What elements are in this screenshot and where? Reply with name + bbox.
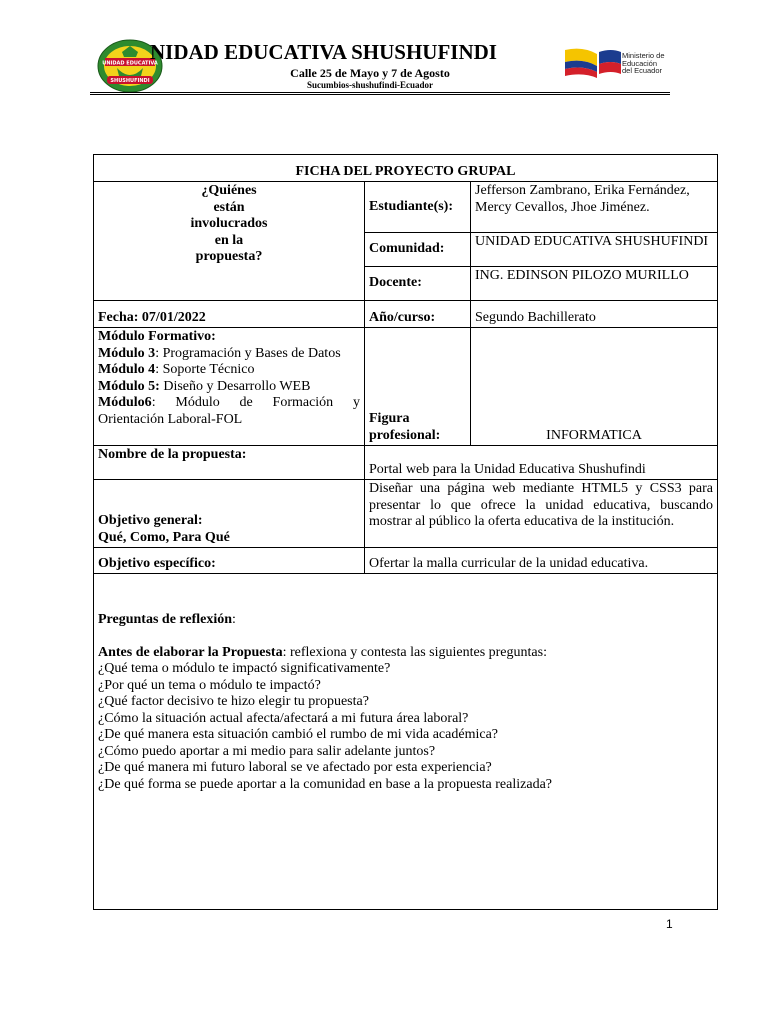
- year-value: Segundo Bachillerato: [471, 301, 718, 328]
- reflection-heading: Preguntas de reflexión: [98, 612, 233, 627]
- reflection-question: ¿De qué forma se puede aportar a la comunidad en base a la propuesta realizada?: [98, 776, 552, 792]
- profile-label: Figura profesional:: [365, 328, 471, 446]
- who-line: están: [213, 199, 245, 215]
- module-item: [98, 395, 360, 428]
- ministry-flag-logo: [563, 44, 623, 82]
- school-subaddress: Sucumbios-shushufindi-Ecuador: [306, 80, 434, 90]
- ministry-line: Ministerio de: [622, 51, 665, 60]
- project-form-table: [93, 154, 718, 910]
- reflection-question: ¿Por qué un tema o módulo te impactó?: [98, 677, 321, 693]
- modules-cell: [94, 328, 365, 446]
- community-value: UNIDAD EDUCATIVA SHUSHUFINDI: [471, 233, 718, 267]
- students-label: Estudiante(s):: [365, 182, 471, 233]
- ministry-name: [622, 52, 682, 75]
- general-objective-line: Objetivo general:: [98, 513, 203, 528]
- reflection-colon: :: [232, 612, 236, 627]
- module-item: [98, 346, 360, 363]
- proposal-label: Nombre de la propuesta:: [94, 446, 365, 480]
- module-text: Diseño y Desarrollo WEB: [159, 378, 311, 394]
- modules-heading: Módulo Formativo:: [98, 329, 216, 344]
- students-value: Jefferson Zambrano, Erika Fernández, Mercy Cevallos, Jhoe Jiménez.: [471, 182, 718, 233]
- module-text: : Programación y Bases de Datos: [155, 345, 341, 361]
- form-title: FICHA DEL PROYECTO GRUPAL: [94, 155, 718, 182]
- ministry-line: del Ecuador: [622, 66, 663, 75]
- reflection-question: ¿De qué manera esta situación cambió el rumbo de mi vida académica?: [98, 727, 498, 742]
- module-label: Módulo 5:: [98, 378, 160, 394]
- year-label: Año/curso:: [365, 301, 471, 328]
- header-divider: [90, 92, 670, 95]
- school-address: Calle 25 de Mayo y 7 de Agosto: [290, 66, 450, 80]
- general-objective-label: [94, 480, 365, 548]
- reflection-question: ¿Cómo puedo aportar a mi medio para salir adelante juntos?: [98, 743, 436, 759]
- who-line: en la: [214, 232, 244, 248]
- specific-objective-value: Ofertar la malla curricular de la unidad educativa.: [365, 548, 718, 574]
- module-item: [98, 379, 360, 396]
- module-item: [98, 362, 360, 379]
- general-objective-line: Qué, Como, Para Qué: [98, 529, 230, 545]
- module-text: : Módulo de Formación y Orientación Laboral-FOL: [98, 395, 360, 427]
- module-label: Módulo 4: [98, 362, 156, 377]
- teacher-value: ING. EDINSON PILOZO MURILLO: [471, 267, 718, 301]
- community-label: Comunidad:: [365, 233, 471, 267]
- date-field: Fecha: 07/01/2022: [94, 301, 365, 328]
- module-label: Módulo 3: [98, 345, 156, 361]
- reflection-question: ¿Qué tema o módulo te impactó significativamente?: [98, 661, 391, 676]
- profile-value: INFORMATICA: [471, 328, 718, 446]
- logo-text-bottom: SHUSHUFINDI: [110, 78, 150, 84]
- before-label: Antes de elaborar la Propuesta: [98, 644, 283, 660]
- page-number: 1: [666, 917, 673, 931]
- logo-text-top: UNIDAD EDUCATIVA: [102, 60, 158, 67]
- who-line: propuesta?: [195, 249, 263, 264]
- reflection-question: ¿Qué factor decisivo te hizo elegir tu propuesta?: [98, 694, 369, 709]
- teacher-label: Docente:: [365, 267, 471, 301]
- module-label: Módulo6: [98, 395, 152, 410]
- before-text: : reflexiona y contesta las siguientes preguntas:: [282, 644, 547, 660]
- proposal-value: Portal web para la Unidad Educativa Shushufindi: [365, 446, 718, 480]
- who-line: ¿Quiénes: [201, 183, 257, 198]
- spacer: [98, 629, 713, 645]
- reflection-question: ¿Cómo la situación actual afecta/afectará a mi futura área laboral?: [98, 710, 469, 726]
- reflection-heading-line: [98, 612, 713, 629]
- who-line: involucrados: [190, 216, 268, 231]
- reflection-question: ¿De qué manera mi futuro laboral se ve afectado por esta experiencia?: [98, 760, 492, 775]
- school-title: NIDAD EDUCATIVA SHUSHUFINDI: [150, 40, 497, 64]
- specific-objective-label: Objetivo específico:: [94, 548, 365, 574]
- who-involved-question: [94, 182, 365, 301]
- general-objective-value: Diseñar una página web mediante HTML5 y CSS3 para presentar lo que ofrece la unidad educativa, buscando mostrar al público la oferta educativa de la institución.: [365, 480, 718, 548]
- ministry-line: Educación: [622, 58, 658, 68]
- reflection-section: [94, 574, 718, 910]
- module-text: : Soporte Técnico: [155, 362, 255, 377]
- before-instruction: [98, 645, 713, 662]
